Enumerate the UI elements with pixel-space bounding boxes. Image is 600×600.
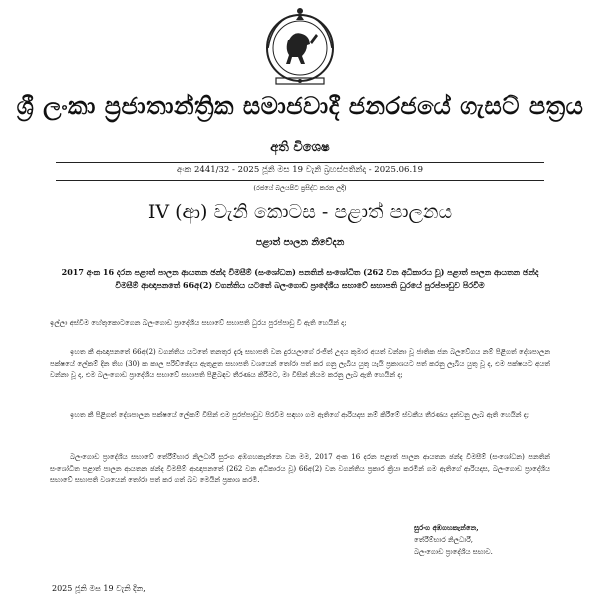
- state-emblem-icon: [262, 4, 338, 90]
- notice-paragraph: ඉහත කී ආඥාපනතේ 66අ(2) වගන්තිය යටතේ තනතුර දැරූ සභාපති වන දුරයලාගේ රංජිත් උදය කුමාර අයත් වන්නා වූ ජාතික ජන බලවේගය නම් පිළිගත් දේශපාලන පක්ෂයේ ලේකම් දින තිහ (30) ක කාල පරිච්ඡේදය ඇතුළත සභාපති වශයෙන් තෝරා පත් කර ගනු ලැබිය යුතු යැයි ප්‍රකාශයට පත් කරනු ලැබිය යුතු වූ ද, එම පක්ෂයට අයත් වන්නා වූ ද, එම බලංගොඩ ප්‍රාදේශීය සභාවේ සභාපති පිළිබඳව තීරණය කිරීමට, මා විසින් නියම කරනු ලැබ ඇති හෙයින් ද;: [50, 348, 550, 379]
- extraordinary-label: අති විශෙෂ: [270, 140, 330, 155]
- signatory-designation: තේරීම්භාර නිලධාරී,: [414, 536, 473, 544]
- gazette-title: ශ්‍රී ලංකා ප්‍රජාතාන්ත්‍රික සමාජවාදී ජනරජයේ ගැසට් පත්‍රය: [16, 92, 584, 120]
- date-line: 2025 ජූනි මස 19 වැනි දින,: [52, 584, 146, 593]
- notice-paragraph: ඉල්ලා අස්වීම හේතුකොටගෙන බලංගොඩ ප්‍රාදේශීය සභාවේ සභාපති ධුරය පුරප්පාඩු වී ඇති හෙයින් ද;: [50, 319, 347, 327]
- section-title: පළාත් පාලන නිවේදන: [255, 237, 345, 248]
- notice-paragraph: ඉහත කී පිළිගත් දේශපාලන පක්ෂයේ ලේකම් විසින් එම පුරප්පාඩුව පිරවීම සඳහා ගම ඇතිගේ ආරියදාස නම් කිරීමේ ස්වකීය තීරණය දන්වනු ලැබ ඇති හෙයින් ද;: [70, 411, 530, 419]
- published-by: (රජයේ බලයපිට ප්‍රසිද්ධ කරන ලදී): [253, 184, 347, 192]
- notice-paragraph: බලංගොඩ ප්‍රාදේශීය සභාවේ තේරීම්භාර නිලධාරී සුරංග අඹගහකැන්නෙ වන මම, 2017 අංක 16 දරන පළාත් පාලන ආයතන ඡන්ද විමසීම් (සංශෝධන) පනතින් සංශෝධිත පළාත් පාලන ආයතන ඡන්ද විමසීම් ආඥාපනතේ (262 වන අධිකාරය වූ) 66අ(2) වන වගන්තිය ප්‍රකාර ක්‍රියා කරමින් ගම ඇතිගේ ආරියදාස, බලංගොඩ ප්‍රාදේශීය සභාවේ සභාපති වශයෙන් තෝරා පත් කර ගත් බව මෙයින් ප්‍රකාශ කරමි.: [50, 453, 550, 484]
- issue-line: අංක 2441/32 - 2025 ජූනි මස 19 වැනි බ්‍රහස්පතින්දා - 2025.06.19: [177, 165, 423, 175]
- top-divider: [56, 162, 544, 163]
- notice-heading: 2017 අංක 16 දරන පළාත් පාලන ආයතන ඡන්ද විමසීම් (සංශෝධන) පනතින් සංශෝධිත (262 වන අධිකාරය වූ) පළාත් පාලන ආයතන ඡන්ද විමසීම් ආඥාපනතේ 66අ(2) වගන්තිය යටතේ බලංගොඩ ප්‍රාදේශීය සභාවේ සභාපති ධුරයේ පුරප්පාඩුව පිරවීම: [61, 267, 539, 290]
- part-title: IV (ආ) වැනි කොටස - පළාත් පාලනය: [147, 201, 453, 223]
- signatory-name: සුරංග අඹගහකැන්නෙ,: [414, 523, 479, 532]
- bottom-divider: [56, 180, 544, 181]
- signatory-office: බලංගොඩ ප්‍රාදේශීය සභාව.: [414, 548, 493, 556]
- signature-block: [414, 522, 554, 558]
